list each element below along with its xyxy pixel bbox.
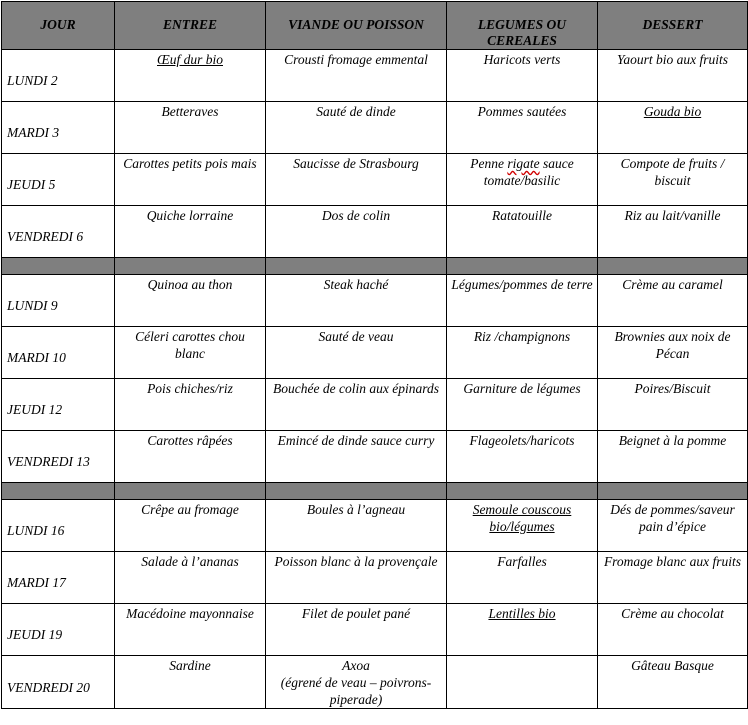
week-separator [2, 258, 748, 275]
viande-cell: Filet de poulet pané [266, 604, 447, 656]
viande-cell [266, 656, 447, 709]
viande-cell: Bouchée de colin aux épinards [266, 379, 447, 431]
viande-line-1: Axoa [342, 658, 370, 673]
separator-cell [447, 258, 598, 275]
legumes-cell: Riz /champignons [447, 327, 598, 379]
day-cell: VENDREDI 6 [2, 206, 115, 258]
day-cell: LUNDI 9 [2, 275, 115, 327]
table-row [2, 102, 748, 154]
separator-cell [598, 483, 748, 500]
dessert-cell: Fromage blanc aux fruits [598, 552, 748, 604]
header-day: JOUR [2, 2, 115, 50]
separator-cell [2, 483, 115, 500]
legumes-text: Lentilles bio [488, 606, 556, 621]
table-row [2, 379, 748, 431]
legumes-cell: Légumes/pommes de terre [447, 275, 598, 327]
legumes-text-a: Penne [470, 156, 508, 171]
separator-cell [115, 483, 266, 500]
viande-cell: Saucisse de Strasbourg [266, 154, 447, 206]
week-separator [2, 483, 748, 500]
separator-cell [266, 258, 447, 275]
day-cell: MARDI 3 [2, 102, 115, 154]
viande-line-2: (égrené de veau – poivrons-piperade) [280, 675, 432, 707]
legumes-cell [447, 656, 598, 709]
dessert-cell: Yaourt bio aux fruits [598, 50, 748, 102]
table-row [2, 552, 748, 604]
separator-cell [598, 258, 748, 275]
dessert-cell: Riz au lait/vanille [598, 206, 748, 258]
day-cell: MARDI 17 [2, 552, 115, 604]
entree-cell: Crêpe au fromage [115, 500, 266, 552]
table-row [2, 275, 748, 327]
entree-text: Œuf dur bio [157, 52, 223, 67]
dessert-cell: Gâteau Basque [598, 656, 748, 709]
dessert-cell: Crème au chocolat [598, 604, 748, 656]
table-row [2, 327, 748, 379]
legumes-cell: Garniture de légumes [447, 379, 598, 431]
day-cell: VENDREDI 20 [2, 656, 115, 709]
entree-cell: Salade à l’ananas [115, 552, 266, 604]
header-dessert: DESSERT [598, 2, 748, 50]
viande-cell: Poisson blanc à la provençale [266, 552, 447, 604]
table-row [2, 656, 748, 709]
separator-cell [2, 258, 115, 275]
separator-cell [447, 483, 598, 500]
entree-cell: Pois chiches/riz [115, 379, 266, 431]
table-row [2, 604, 748, 656]
legumes-cell [447, 154, 598, 206]
dessert-cell: Crème au caramel [598, 275, 748, 327]
dessert-cell [598, 102, 748, 154]
legumes-cell: Ratatouille [447, 206, 598, 258]
entree-cell [115, 50, 266, 102]
header-legumes: LEGUMES OU CEREALES [447, 2, 598, 50]
table-row [2, 206, 748, 258]
dessert-cell: Beignet à la pomme [598, 431, 748, 483]
table-row [2, 500, 748, 552]
entree-cell: Macédoine mayonnaise [115, 604, 266, 656]
day-cell: LUNDI 2 [2, 50, 115, 102]
entree-cell: Carottes petits pois mais [115, 154, 266, 206]
menu-table [1, 1, 748, 709]
legumes-cell: Flageolets/haricots [447, 431, 598, 483]
viande-cell: Crousti fromage emmental [266, 50, 447, 102]
separator-cell [266, 483, 447, 500]
table-row [2, 154, 748, 206]
dessert-cell: Poires/Biscuit [598, 379, 748, 431]
legumes-text-c: sauce tomate/basilic [483, 156, 574, 188]
entree-cell: Betteraves [115, 102, 266, 154]
day-cell: JEUDI 12 [2, 379, 115, 431]
viande-cell: Sauté de dinde [266, 102, 447, 154]
legumes-cell: Farfalles [447, 552, 598, 604]
day-cell: VENDREDI 13 [2, 431, 115, 483]
legumes-text: Semoule couscous bio/légumes [472, 502, 572, 534]
entree-cell: Sardine [115, 656, 266, 709]
dessert-cell: Dés de pommes/saveur pain d’épice [598, 500, 748, 552]
day-cell: LUNDI 16 [2, 500, 115, 552]
day-cell: MARDI 10 [2, 327, 115, 379]
legumes-cell [447, 500, 598, 552]
header-row [2, 2, 748, 50]
viande-cell: Dos de colin [266, 206, 447, 258]
dessert-cell: Brownies aux noix de Pécan [598, 327, 748, 379]
legumes-cell: Pommes sautées [447, 102, 598, 154]
table-row [2, 431, 748, 483]
entree-cell: Céleri carottes chou blanc [115, 327, 266, 379]
legumes-cell [447, 604, 598, 656]
entree-cell: Quiche lorraine [115, 206, 266, 258]
day-cell: JEUDI 19 [2, 604, 115, 656]
header-viande: VIANDE OU POISSON [266, 2, 447, 50]
spellcheck-word: rigate [507, 156, 540, 171]
dessert-text: Gouda bio [643, 104, 702, 119]
viande-cell: Steak haché [266, 275, 447, 327]
entree-cell: Quinoa au thon [115, 275, 266, 327]
dessert-cell: Compote de fruits / biscuit [598, 154, 748, 206]
header-entree: ENTREE [115, 2, 266, 50]
table-row [2, 50, 748, 102]
day-cell: JEUDI 5 [2, 154, 115, 206]
viande-cell: Sauté de veau [266, 327, 447, 379]
separator-cell [115, 258, 266, 275]
viande-cell: Emincé de dinde sauce curry [266, 431, 447, 483]
entree-cell: Carottes râpées [115, 431, 266, 483]
legumes-cell: Haricots verts [447, 50, 598, 102]
viande-cell: Boules à l’agneau [266, 500, 447, 552]
